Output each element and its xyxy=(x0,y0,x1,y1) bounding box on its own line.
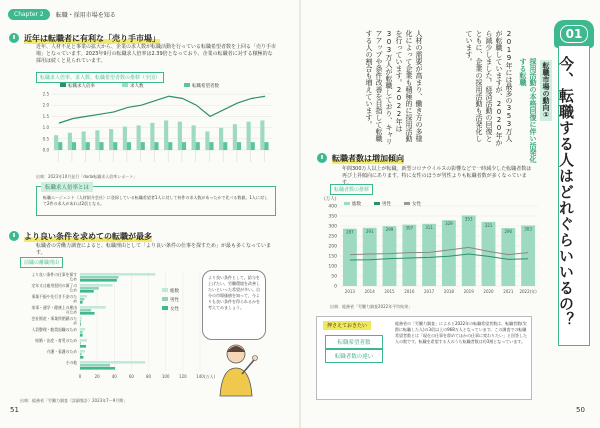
total-bar xyxy=(482,222,496,286)
chapter-title: 転職・採用市場を知る xyxy=(55,12,116,19)
x-tick-label: 2016 xyxy=(404,289,415,294)
chart2-source: 出典：総務省「労働力調査（詳細集計）2023年7〜9月期」 xyxy=(20,398,128,403)
jobs-bar xyxy=(219,128,223,150)
jobs-bar xyxy=(82,132,86,150)
reason-bar xyxy=(80,353,82,356)
y-tick-label: 0.0 xyxy=(42,147,49,153)
series-line xyxy=(350,254,528,260)
legend-label: 総数 xyxy=(170,289,179,294)
legend-swatch xyxy=(404,202,410,205)
seekers-bar xyxy=(113,142,117,150)
data-label: 291 xyxy=(365,228,374,234)
category-label: より良い条件の仕事を探す xyxy=(31,272,77,277)
y-tick-label: 1.0 xyxy=(42,125,49,131)
category-label: 人員整理・勧奨退職のため xyxy=(31,327,77,332)
section2-heading xyxy=(8,230,152,242)
reason-bar xyxy=(80,339,87,342)
y-tick-label: 150 xyxy=(328,254,337,260)
jobs-bar xyxy=(247,122,251,150)
reason-bar xyxy=(80,298,84,301)
category-label: その他 xyxy=(65,360,77,365)
jobs-bar xyxy=(109,129,113,150)
data-label: 353 xyxy=(464,216,473,222)
pushpin-icon xyxy=(8,230,20,242)
section3-body: 年間300万人以上が転職。新型コロナウイルスの影響などで一時減少した転職者数は再び上昇傾向にあります。特に女性のほうが男性よりも転職者数が多くなっています。 xyxy=(342,166,532,186)
sub-label: 転職市場の動向① xyxy=(542,62,550,119)
reason-bar xyxy=(80,309,91,312)
data-label: 290 xyxy=(504,229,513,234)
chart3-source: 出典：総務省「労働力調査2022年平均結果」 xyxy=(330,304,413,309)
seekers-bar xyxy=(154,142,158,150)
pushpin-icon xyxy=(316,152,328,164)
legend-label: 転職求人倍率 xyxy=(68,84,95,89)
chart2-title: 前職の離職理由 xyxy=(20,257,63,268)
x-tick-label: 2020 xyxy=(483,289,494,294)
total-bar xyxy=(521,225,535,286)
chapter-header xyxy=(8,9,116,20)
key-label: 押さえておきたい xyxy=(323,321,371,330)
jobs-bar xyxy=(178,122,182,150)
legend-swatch xyxy=(162,288,168,292)
seekers-bar xyxy=(209,142,213,150)
legend-swatch xyxy=(344,202,350,205)
category-label: 定年又は雇用契約の満了の xyxy=(31,283,77,288)
reason-bar xyxy=(80,342,81,345)
reason-bar xyxy=(80,306,106,309)
section2-body: 転職者の労働力調査によると、転職理由として「より良い条件の仕事を探すため」が最も多くなっています。 xyxy=(36,243,272,256)
reason-bar xyxy=(80,361,145,364)
reason-bar xyxy=(80,295,87,298)
data-label: 303 xyxy=(524,226,532,232)
category-label: 介護・看護のため xyxy=(46,349,77,354)
y-tick-label: 400 xyxy=(328,204,337,210)
data-label: 299 xyxy=(385,227,394,233)
key-term-1: 転職希望者数 xyxy=(325,335,383,349)
chart2 xyxy=(14,266,214,396)
legend-swatch xyxy=(60,83,66,87)
page-spine xyxy=(299,0,301,428)
category-label: のため xyxy=(65,309,77,315)
x-tick-label: 2018 xyxy=(443,289,454,294)
data-label: 287 xyxy=(346,229,354,235)
jobs-bar xyxy=(68,133,72,150)
reason-bar xyxy=(80,273,155,276)
seekers-bar xyxy=(251,142,255,150)
jobs-bar xyxy=(205,132,209,150)
y-tick-label: 300 xyxy=(328,224,337,230)
legend-swatch xyxy=(374,202,380,205)
definition-body: 転職エージェント（人材紹介会社）に登録している転職希望者1人に対して何件の求人数があったかで比べる数値。1人に対して2件の求人があれば2倍となる。 xyxy=(43,195,268,206)
jobs-bar xyxy=(54,135,58,150)
reason-bar xyxy=(80,312,95,315)
section1-title: 近年は転職者に有利な「売り手市場」 xyxy=(24,33,160,43)
category-label: め xyxy=(73,298,77,304)
x-tick-label: 40 xyxy=(111,374,117,379)
chart3-title: 転職者数の推移 xyxy=(330,184,373,195)
total-bar xyxy=(383,226,397,286)
jobs-bar xyxy=(164,120,168,150)
legend-label: 男性 xyxy=(170,298,179,303)
x-tick-label: 2014 xyxy=(364,289,375,294)
reason-bar xyxy=(80,320,81,323)
jobs-bar xyxy=(233,124,237,150)
section3-heading xyxy=(316,152,404,164)
y-tick-label: 250 xyxy=(328,234,337,240)
seekers-bar xyxy=(196,142,200,150)
jobs-bar xyxy=(95,130,99,150)
x-tick-label: 100 xyxy=(161,374,170,379)
legend-swatch xyxy=(184,83,190,87)
x-tick-label: 2017 xyxy=(424,289,435,294)
reason-bar xyxy=(80,276,119,279)
main-title: 今、転職する人はどれぐらいいるの？ xyxy=(557,56,575,328)
jobs-bar xyxy=(150,123,154,150)
x-tick-label: 80 xyxy=(146,374,152,379)
seekers-bar xyxy=(182,142,186,150)
seekers-bar xyxy=(141,142,145,150)
legend-label: 転職希望者数 xyxy=(192,84,219,89)
x-tick-label: 2013 xyxy=(344,289,355,294)
reason-bar xyxy=(80,290,94,293)
series-line xyxy=(350,247,528,254)
total-bar xyxy=(343,229,357,286)
page-number-left: 51 xyxy=(10,406,19,414)
section2-title: より良い条件を求めての転職が最多 xyxy=(24,231,152,241)
body-text-2: 人材の需要が高まり、働き方の多様化によって企業も積極的に採用活動を行っています。2022年は303万人が転職しており、キャリアアップや条件改善を目指して転職する人の割合も増えています。 xyxy=(365,30,423,145)
key-point-box xyxy=(316,316,532,400)
total-bar xyxy=(422,224,436,286)
category-label: 会社倒産・事業所閉鎖のた xyxy=(31,316,77,321)
reason-bar xyxy=(80,345,86,348)
category-label: 結婚・出産・育児のため xyxy=(35,338,77,343)
reason-bar xyxy=(80,367,115,370)
chapter-badge xyxy=(554,20,594,48)
reason-bar xyxy=(80,364,110,367)
x-tick-label: 2019 xyxy=(463,289,474,294)
reason-bar xyxy=(80,356,83,359)
reason-bar xyxy=(80,279,117,282)
section3-title: 転職者数は増加傾向 xyxy=(332,153,404,163)
data-label: 329 xyxy=(445,221,453,227)
definition-box xyxy=(36,186,276,216)
speech-bubble xyxy=(202,270,266,340)
reason-bar xyxy=(80,350,85,353)
category-label: 事業不振や先行き不安のた xyxy=(31,294,77,299)
key-body: 総務省の「労働力調査」によると2022年の転職希望者数は、転職者数(実際に転職した人)の3倍以上の968万人となっています。この調査での転職希望者数とは「現在の仕事を辞めてほかの仕事に変わりたい」と回答した人の数です。転職を希望する人のうち転職者数は約3割となっています。 xyxy=(395,321,527,344)
reason-bar xyxy=(80,301,83,304)
x-tick-label: 140 xyxy=(196,374,204,379)
x-tick-label: 20 xyxy=(94,374,100,379)
category-label: ため xyxy=(69,276,77,282)
section1-body: 近年、人材不足と事業の拡大から、企業の求人数が転職活動を行っている転職希望者数を上回る「売り手市場」となっています。2023年9月の転職求人倍率は2.39倍となっており、企業の転職者に対する積極的な採用は続くと見られています。 xyxy=(36,44,277,64)
seekers-bar xyxy=(127,142,131,150)
chapter-tag: Chapter 2 xyxy=(8,9,50,20)
seekers-bar xyxy=(86,142,90,150)
x-tick-label: 0 xyxy=(78,374,82,379)
legend-label: 求人数 xyxy=(130,84,144,89)
legend-label: 女性 xyxy=(170,307,179,312)
data-label: 311 xyxy=(425,224,433,230)
pushpin-icon xyxy=(8,32,20,44)
x-tick-label: 120 xyxy=(179,374,187,379)
jobs-bar xyxy=(123,127,127,150)
speech-bubble-text: より良い条件として、給与を上げたい、労働環境を改善したいといった希望が多い。自分の市場価値を知って、今よりも良い条件を得られるかを考えてみましょう。 xyxy=(208,275,260,310)
seekers-bar xyxy=(58,142,62,150)
legend-swatch xyxy=(162,306,168,310)
green-heading: 採用活動の本格回復に伴い活発化する転職 xyxy=(519,58,537,163)
x-tick-label: 2022(年) xyxy=(519,289,537,294)
definition-title: 転職求人倍率とは xyxy=(41,182,93,192)
y-tick-label: 50 xyxy=(331,274,337,280)
total-bar xyxy=(501,228,515,286)
y-tick-label: 0.5 xyxy=(42,136,49,142)
body-text-1: 2019年には最多の353万人が転職していますが、2020年から減少しました。経済活動の回復とともに、企業の採用活動も活発化しています。 xyxy=(465,30,513,146)
seekers-bar xyxy=(72,142,76,150)
seekers-bar xyxy=(264,142,268,150)
jobs-bar xyxy=(192,125,196,150)
page-number-right: 50 xyxy=(576,406,585,414)
chart1 xyxy=(28,80,278,172)
data-label: 321 xyxy=(484,222,493,228)
y-tick-label: 350 xyxy=(328,214,337,220)
y-tick-label: 100 xyxy=(328,264,337,270)
reason-bar xyxy=(80,331,83,334)
category-label: ため xyxy=(69,287,77,293)
total-bar xyxy=(462,215,476,286)
seekers-bar xyxy=(237,142,241,150)
reason-bar xyxy=(80,323,81,326)
jobs-bar xyxy=(260,120,264,150)
key-term-2: 転職者数の違い xyxy=(325,349,383,363)
reason-bar xyxy=(80,287,99,290)
category-label: 家事・通学・健康上の理由 xyxy=(31,305,77,310)
x-tick-label: 2021 xyxy=(503,289,514,294)
total-bar xyxy=(402,225,416,286)
chapter-badge-number: 01 xyxy=(560,25,589,43)
x-axis-unit: (万人) xyxy=(204,374,216,379)
y-tick-label: 2.0 xyxy=(42,102,49,108)
legend-label: 総数 xyxy=(352,202,361,207)
section1-heading xyxy=(8,32,160,44)
chart1-title: 転職求人倍率、求人数、転職希望者数の推移（全国） xyxy=(36,72,164,83)
x-tick-label: 60 xyxy=(128,374,134,379)
y-axis-unit: (万人) xyxy=(324,197,337,202)
category-label: め xyxy=(73,320,77,326)
seekers-bar xyxy=(99,142,103,150)
y-tick-label: 2.5 xyxy=(42,91,49,97)
seekers-bar xyxy=(223,142,227,150)
x-tick-label: 2015 xyxy=(384,289,395,294)
seekers-bar xyxy=(168,142,172,150)
ratio-line xyxy=(59,96,265,123)
jobs-bar xyxy=(137,125,141,150)
legend-swatch xyxy=(162,297,168,301)
total-bar xyxy=(363,228,377,286)
legend-label: 男性 xyxy=(382,202,391,207)
total-bar xyxy=(442,220,456,286)
reason-bar xyxy=(80,328,85,331)
reason-bar xyxy=(80,284,113,287)
data-label: 307 xyxy=(405,225,414,231)
person-illustration xyxy=(206,340,276,400)
legend-swatch xyxy=(122,83,128,87)
y-tick-label: 0 xyxy=(334,284,337,290)
reason-bar xyxy=(80,334,83,337)
legend-label: 女性 xyxy=(412,202,421,207)
chart3 xyxy=(316,192,546,300)
reason-bar xyxy=(80,317,82,320)
y-tick-label: 200 xyxy=(328,244,337,250)
chart1-source: 出典：2023年10月発行「doda転職求人倍率レポート」 xyxy=(36,174,138,179)
y-tick-label: 1.5 xyxy=(42,113,49,119)
